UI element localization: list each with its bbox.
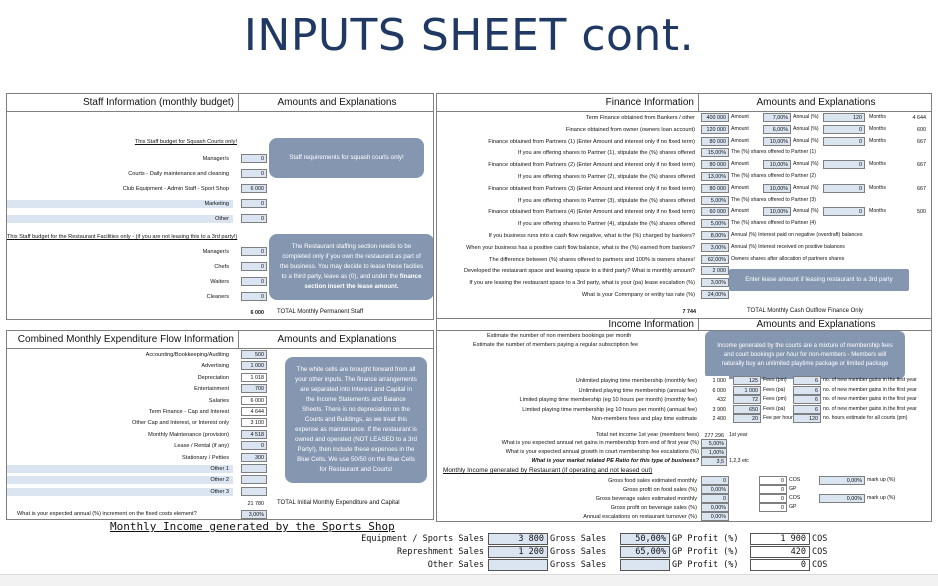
finance-row-months-unit: Months xyxy=(869,184,887,191)
finance-row-label: Finance obtained from Partners (3) (Enter Amount and interest only if no fixed term) xyxy=(488,185,695,192)
expenditure-row-label: Depreciation xyxy=(197,374,229,381)
staff-restaurant-row-input[interactable]: 0 xyxy=(241,247,267,256)
finance-row-label: Term Finance obtained from Bankers / other xyxy=(585,115,695,121)
finance-header-right: Amounts and Explanations xyxy=(699,94,932,112)
finance-row-result: 500 xyxy=(899,207,929,216)
staff-header-right: Amounts and Explanations xyxy=(239,94,434,112)
shop-heading: Monthly Income generated by the Sports Shop xyxy=(110,520,395,533)
finance-row-input[interactable]: 3,00% xyxy=(701,243,729,252)
finance-row-input[interactable]: 62,00% xyxy=(701,255,729,264)
staff-panel xyxy=(6,93,434,320)
finance-row-unit: The (%) shares offered to Partner (4) xyxy=(731,220,816,227)
income-row-fee-input[interactable]: 1 000 xyxy=(733,386,761,395)
staff-row-input[interactable]: 6 000 xyxy=(241,184,267,193)
staff-row-input[interactable]: 0 xyxy=(241,214,267,223)
finance-row-unit: Amount xyxy=(731,184,749,191)
shop-gp-unit: GP Profit (%) xyxy=(672,560,739,570)
finance-row-input[interactable]: 80 000 xyxy=(701,137,729,146)
finance-row-months-unit: Months xyxy=(869,114,887,120)
staff-restaurant-row-label: Manager/s xyxy=(202,249,229,255)
restaurant-income-input[interactable]: 0 xyxy=(701,476,729,485)
finance-row-unit: The (%) shares offered to Partner (1) xyxy=(731,149,816,156)
restaurant-income-markup-input[interactable]: 0,00% xyxy=(819,476,865,485)
staff-note-restaurant-text: The Restaurant staffing section needs to be completed only if you own the restaurant as part of the business. You may decide to lease these facities to a third party, leave as (0), and under the xyxy=(279,243,424,280)
finance-row-unit: The (%) shares offered to Partner (2) xyxy=(731,173,816,179)
shop-sales-input[interactable] xyxy=(488,559,548,571)
finance-row-label: Developed the restaurant space and leasing space to a third party? What is monthly amount? xyxy=(463,268,695,275)
income-row-fee-input[interactable]: 650 xyxy=(733,405,761,414)
shop-gp-input[interactable]: 65,00% xyxy=(620,546,670,558)
staff-header: Staff Information (monthly budget) xyxy=(7,94,239,112)
finance-row-months-unit: Months xyxy=(869,161,887,168)
finance-row-rate-input[interactable]: 10,00% xyxy=(763,207,791,216)
expenditure-total-label: TOTAL Initial Monthly Expenditure and Capital xyxy=(277,500,400,506)
restaurant-income-label: Annual escalations on restaurant turnover (%) xyxy=(583,514,697,520)
finance-row-input[interactable]: 5,00% xyxy=(701,196,729,205)
income-row-count-input[interactable]: 6 xyxy=(793,405,821,414)
expenditure-row-label: Monthly Maintenance (provision) xyxy=(148,431,229,438)
finance-panel xyxy=(436,93,932,320)
shop-cos-unit: COS xyxy=(812,547,828,557)
finance-row-result: 667 xyxy=(899,184,929,193)
finance-total-label: TOTAL Monthly Cash Outflow Finance Only xyxy=(747,308,863,314)
income-row-count-unit: no. hours estimate for all courts (pm) xyxy=(823,415,908,422)
finance-row-label: If you are offering shares to Partner (3), stipulate the (%) shares offered xyxy=(517,197,695,204)
income-row-total: 6 000 xyxy=(701,386,729,395)
restaurant-income-label: Gross profit on beverage sales (%) xyxy=(610,505,697,511)
expenditure-row-input[interactable]: 300 xyxy=(241,453,267,462)
finance-row-label: Finance obtained from Partners (2) (Enter Amount and interest only if no fixed term) xyxy=(488,162,695,169)
income-row-count-unit: no. of new member gains in the first year xyxy=(823,405,917,412)
income-row-count-input[interactable]: 6 xyxy=(793,386,821,395)
shop-row-label: Equipment / Sports Sales xyxy=(361,534,484,544)
staff-row-label: Club Equipment - Admin Staff - Sport Shop xyxy=(122,186,229,192)
expenditure-row-input[interactable]: 0 xyxy=(241,441,267,450)
expenditure-row-label: Salaries xyxy=(208,397,229,404)
staff-row-label: Other xyxy=(7,215,233,223)
staff-row-input[interactable]: 0 xyxy=(241,169,267,178)
restaurant-income-cos-unit: COS xyxy=(789,477,801,483)
finance-row-input[interactable]: 80 000 xyxy=(701,184,729,193)
restaurant-income-input[interactable]: 0,00% xyxy=(701,503,729,512)
restaurant-income-label: Gross beverage sales estimated monthly xyxy=(595,496,697,502)
finance-row-input[interactable]: 60 000 xyxy=(701,207,729,216)
staff-restaurant-row-input[interactable]: 0 xyxy=(241,292,267,301)
staff-total-label: TOTAL Monthly Permanent Staff xyxy=(277,309,364,315)
shop-gp-input[interactable]: 50,00% xyxy=(620,533,670,545)
finance-row-input[interactable]: 2 000 xyxy=(701,266,729,275)
income-total-value: 277 296 xyxy=(701,431,727,440)
finance-row-label: When your business has a positive cash flow balance, what is the (%) earned from bankers? xyxy=(466,244,695,251)
income-row-label: Non-members fees and play time estimate xyxy=(591,416,697,423)
shop-cos-unit: COS xyxy=(812,560,828,570)
growth-label: What is your expected annual growth in court membership fee escalations (%) xyxy=(505,449,699,455)
staff-total-value: 6 000 xyxy=(241,308,267,317)
expenditure-total-value: 21 780 xyxy=(241,499,267,508)
expenditure-row-label: Advertising xyxy=(201,363,229,370)
income-row-count-input[interactable]: 6 xyxy=(793,395,821,404)
finance-row-label: Finance obtained from owner (owners loan account) xyxy=(565,126,695,133)
finance-row-input[interactable]: 24,00% xyxy=(701,290,729,299)
finance-row-rate-unit: Annual (%) xyxy=(793,208,819,215)
income-line2: Estimate the number of members paying a regular subscription fee xyxy=(473,342,639,348)
expenditure-row-input[interactable]: 4 518 xyxy=(241,430,267,439)
expenditure-row-input[interactable]: 700 xyxy=(241,384,267,393)
income-row-fee-unit: Fees (pm) xyxy=(763,377,787,383)
expenditure-row-label: Lease / Rental (if any) xyxy=(174,443,229,450)
expenditure-row-input[interactable]: 1 000 xyxy=(241,361,267,370)
expenditure-row-input[interactable] xyxy=(241,464,267,473)
finance-row-months-input[interactable]: 0 xyxy=(823,125,865,134)
expenditure-row-input: 6 000 xyxy=(241,396,267,405)
staff-row-input[interactable]: 0 xyxy=(241,199,267,208)
finance-row-input[interactable]: 15,00% xyxy=(701,148,729,157)
finance-row-label: Finance obtained from Partners (4) (Enter Amount and interest only if no fixed term) xyxy=(488,209,695,216)
finance-row-unit: Annual (%) Interest paid on negative (overdraft) balances xyxy=(731,232,863,238)
restaurant-income-cos-unit: GP xyxy=(789,486,797,492)
expenditure-row-label: Stationary / Petties xyxy=(182,454,229,461)
restaurant-income-cos: 0 xyxy=(759,476,787,485)
restaurant-income-cos: 0 xyxy=(759,503,787,512)
expenditure-row-label: Other 1 xyxy=(7,465,233,473)
restaurant-income-cos-unit: COS xyxy=(789,495,801,501)
expenditure-row-input[interactable] xyxy=(241,487,267,496)
finance-row-label: If you business runs into a cash flow negative, what is the (%) charged by bankers? xyxy=(488,233,695,239)
expenditure-panel xyxy=(6,330,434,520)
page-title: INPUTS SHEET cont. xyxy=(243,10,695,61)
staff-restaurant-row-input[interactable]: 0 xyxy=(241,262,267,271)
income-row-fee-input[interactable]: 72 xyxy=(733,395,761,404)
income-row-count-input[interactable]: 120 xyxy=(793,414,821,423)
income-line1: Estimate the number of non members bookings per month xyxy=(487,333,632,339)
shop-sales-unit: Gross Sales xyxy=(550,547,607,557)
finance-row-months-unit: Months xyxy=(869,208,887,215)
income-row-fee-input[interactable]: 125 xyxy=(733,376,761,385)
finance-row-months-input[interactable]: 0 xyxy=(823,184,865,193)
finance-row-unit: Amount xyxy=(731,137,749,144)
shop-sales-unit: Gross Sales xyxy=(550,534,607,544)
income-row-fee-unit: Fees (pa) xyxy=(763,405,786,412)
finance-row-label: If you are leasing the restaurant space to a 3rd party, what is your (pa) lease escalation (%) xyxy=(469,280,695,287)
shop-sales-unit: Gross Sales xyxy=(550,560,607,570)
gain-input[interactable]: 5,00% xyxy=(701,439,727,448)
finance-row-months-input[interactable]: 0 xyxy=(823,160,865,169)
income-header: Income Information xyxy=(437,319,699,331)
finance-row-result: 4 644 xyxy=(899,113,929,122)
income-total-unit: 1st year xyxy=(729,432,748,438)
finance-row-input[interactable]: 13,00% xyxy=(701,172,729,181)
income-row-count-unit: no. of new member gains in the first year xyxy=(823,377,917,383)
income-row-total: 1 000 xyxy=(701,376,729,385)
expenditure-row-label: Other Cap and Interest, or Interest only xyxy=(131,420,229,427)
shop-gp-input[interactable] xyxy=(620,559,670,571)
income-total-label: Total net income 1st year (members fees) xyxy=(596,432,699,438)
restaurant-income-cos: 0 xyxy=(759,494,787,503)
income-row-count-unit: no. of new member gains in the first year xyxy=(823,396,917,403)
income-row-label: Limited playing time membership (eg 10 hours per month) (annual fee) xyxy=(522,406,697,413)
finance-row-months-input[interactable]: 0 xyxy=(823,207,865,216)
shop-gp-unit: GP Profit (%) xyxy=(672,534,739,544)
finance-row-months-unit: Months xyxy=(869,125,887,132)
income-row-fee-unit: Fees (pm) xyxy=(763,396,787,403)
expenditure-row-input: 3 100 xyxy=(241,418,267,427)
finance-row-rate-input[interactable]: 10,00% xyxy=(763,160,791,169)
shop-sales-input[interactable]: 1 200 xyxy=(488,546,548,558)
staff-row-label: Courts - Daily maintenance and cleaning xyxy=(128,171,229,177)
restaurant-income-cos: 0 xyxy=(759,485,787,494)
expenditure-row-input[interactable] xyxy=(241,475,267,484)
shop-sales-input[interactable]: 3 800 xyxy=(488,533,548,545)
finance-row-rate-input[interactable]: 10,00% xyxy=(763,184,791,193)
finance-row-unit: Amount xyxy=(731,114,749,120)
staff-row-input[interactable]: 0 xyxy=(241,154,267,163)
finance-row-input[interactable]: 3,00% xyxy=(701,278,729,287)
expenditure-header-right: Amounts and Explanations xyxy=(239,331,434,349)
pe-input[interactable]: 3,5 xyxy=(701,457,727,466)
finance-row-rate-unit: Annual (%) xyxy=(793,114,819,120)
finance-row-label: What is your Commpany or entity tax rate (%) xyxy=(581,292,695,298)
shop-cos-value: 1 900 xyxy=(750,533,810,545)
income-row-label: Unlimited playing time membership (monthly fee) xyxy=(575,378,697,384)
income-row-fee-unit: Fee per hour xyxy=(763,415,793,422)
income-header-right: Amounts and Explanations xyxy=(699,319,932,331)
finance-row-months-input[interactable]: 120 xyxy=(823,113,865,122)
shop-section xyxy=(0,518,938,586)
restaurant-income-input[interactable]: 0,00% xyxy=(701,485,729,494)
finance-row-result: 667 xyxy=(899,160,929,169)
finance-row-input[interactable]: 5,00% xyxy=(701,219,729,228)
expenditure-row-input: 1 018 xyxy=(241,373,267,382)
staff-restaurant-row-input[interactable]: 0 xyxy=(241,277,267,286)
finance-row-result: 600 xyxy=(899,125,929,134)
restaurant-income-cos-unit: GP xyxy=(789,504,797,510)
expenditure-row-label: Accounting/Bookkeeping/Auditing xyxy=(145,352,229,358)
restaurant-income-input[interactable]: 0,00% xyxy=(701,512,729,521)
increment-label: What is your expected annual (%) increment on the fixed costs element? xyxy=(17,511,197,517)
staff-note-restaurant xyxy=(269,234,434,300)
shop-cos-unit: COS xyxy=(812,534,828,544)
finance-row-rate-unit: Annual (%) xyxy=(793,184,819,191)
restaurant-income-heading: Monthly Income generated by Restaurant (if operating and not leased out) xyxy=(443,467,653,474)
expenditure-row-input: 4 644 xyxy=(241,407,267,416)
finance-row-rate-unit: Annual (%) xyxy=(793,137,819,144)
staff-note-restaurant-bold: finance section insert the lease amount. xyxy=(304,273,422,290)
finance-row-input[interactable]: 400 000 xyxy=(701,113,729,122)
finance-row-unit: Owners shares after allocation of partners shares xyxy=(731,255,845,262)
growth-input[interactable]: 1,00% xyxy=(701,448,727,457)
expenditure-row-label: Term Finance - Cap and Interest xyxy=(148,409,229,415)
expenditure-row-input[interactable]: 500 xyxy=(241,350,267,359)
income-row-fee-unit: Fees (pa) xyxy=(763,386,786,393)
finance-row-rate-input[interactable]: 10,00% xyxy=(763,137,791,146)
squash-heading: This Staff budget for Squash Courts only! xyxy=(134,139,237,145)
finance-row-rate-input[interactable]: 6,00% xyxy=(763,125,791,134)
shop-gp-unit: GP Profit (%) xyxy=(672,547,739,557)
income-row-label: Limited playing time membership (eg 10 hours per month) (monthly fee) xyxy=(519,397,697,404)
finance-row-rate-input[interactable]: 7,00% xyxy=(763,113,791,122)
shop-row-label: Represhment Sales xyxy=(397,547,484,557)
finance-row-months-input[interactable]: 0 xyxy=(823,137,865,146)
income-row-count-unit: no. of new member gains in the first year xyxy=(823,386,917,393)
finance-row-label: Finance obtained from Partners (1) (Enter Amount and interest only if no fixed term) xyxy=(488,138,695,145)
restaurant-income-markup-unit: mark up (%) xyxy=(867,477,896,483)
restaurant-income-label: Gross food sales estimated monthly xyxy=(608,478,697,484)
restaurant-heading: This Staff budget for the Restaurant Facilities only - (if you are not leasing this to a 3rd party!) xyxy=(7,234,238,240)
income-row-total: 3 900 xyxy=(701,405,729,414)
staff-row-label: Manager/s xyxy=(202,156,229,162)
finance-total-value: 7 744 xyxy=(673,307,699,316)
income-row-total: 432 xyxy=(701,395,729,404)
staff-restaurant-row-label: Chefs xyxy=(214,264,229,270)
expenditure-header: Combined Monthly Expenditure Flow Information xyxy=(7,331,239,349)
finance-row-input[interactable]: 8,00% xyxy=(701,231,729,240)
finance-row-unit: Amount xyxy=(731,161,749,168)
shop-cos-value: 0 xyxy=(750,559,810,571)
finance-row-result: 667 xyxy=(899,137,929,146)
finance-note: Enter lease amount if leasing restaurant to a 3rd party xyxy=(729,269,909,291)
pe-unit: 1,2,3 etc xyxy=(729,458,749,464)
staff-note-squash: Staff requirements for squash courts only! xyxy=(269,138,424,178)
expenditure-row-label: Other 3 xyxy=(7,488,233,496)
income-row-count-input[interactable]: 6 xyxy=(793,376,821,385)
finance-row-unit: Annual (%) Interest received on positive balances xyxy=(731,243,845,250)
restaurant-income-markup-unit: mark up (%) xyxy=(867,495,896,501)
finance-row-label: If you are offering shares to Partner (4), stipulate the (%) shares offered xyxy=(517,221,695,228)
finance-row-months-unit: Months xyxy=(869,137,887,144)
scrollbar[interactable] xyxy=(0,574,938,586)
finance-header: Finance Information xyxy=(437,94,699,112)
increment-input[interactable]: 3,00% xyxy=(241,510,267,519)
pe-label: What is your market related PE Ratio for this type of business? xyxy=(531,458,699,464)
restaurant-income-markup-input[interactable]: 0,00% xyxy=(819,494,865,503)
income-panel xyxy=(436,318,932,522)
finance-row-rate-unit: Annual (%) xyxy=(793,125,819,132)
staff-restaurant-row-label: Waiters xyxy=(210,279,229,285)
income-note: Income generated by the courts are a mixture of membership fees and court bookings per hour for non-members - Members will naturally buy an unlimited playtime package or limited package xyxy=(705,331,905,379)
income-row-label: Unlimited playing time membership (annual fee) xyxy=(578,387,697,394)
restaurant-income-label: Gross profit on food sales (%) xyxy=(623,487,697,493)
finance-row-label: The difference between (%) shares offered to partners and 100% is owners shares! xyxy=(489,256,695,263)
finance-row-unit: Amount xyxy=(731,125,749,132)
finance-row-label: If you are offering shares to Partner (2), stipulate the (%) shares offered xyxy=(517,174,695,180)
finance-row-input[interactable]: 120 000 xyxy=(701,125,729,134)
gain-label: What is you expected annual net gains in membership from end of first year (%) xyxy=(501,440,699,446)
income-row-total: 2 400 xyxy=(701,414,729,423)
expenditure-row-label: Entertainment xyxy=(194,386,229,393)
finance-row-rate-unit: Annual (%) xyxy=(793,161,819,168)
shop-row-label: Other Sales xyxy=(427,560,484,570)
shop-cos-value: 420 xyxy=(750,546,810,558)
staff-row-label: Marketing xyxy=(7,200,233,208)
expenditure-row-label: Other 2 xyxy=(7,476,233,484)
finance-row-unit: The (%) shares offered to Partner (3) xyxy=(731,196,816,203)
income-row-fee-input[interactable]: 20 xyxy=(733,414,761,423)
finance-row-label: If you are offering shares to Partner (1), stipulate the (%) shares offered xyxy=(517,150,695,157)
restaurant-income-input[interactable]: 0 xyxy=(701,494,729,503)
expenditure-note: The white cells are brought forward from all your other inputs. The finance arrangements are separated into Interest and Capital in the Income Statements and Balance Sheets. There is no depreciation on the Courts and Buildings, as we treat this expense as maintenance. If the restaurant is owned and operated (NOT LEASED to a 3rd Party!), then include these expenses in the Blue Cells. We use 50/50 on the Blue Cells for Restaurant and Courts! xyxy=(285,357,427,483)
finance-row-input[interactable]: 80 000 xyxy=(701,160,729,169)
finance-row-unit: Amount xyxy=(731,208,749,215)
staff-restaurant-row-label: Cleaners xyxy=(206,294,229,300)
